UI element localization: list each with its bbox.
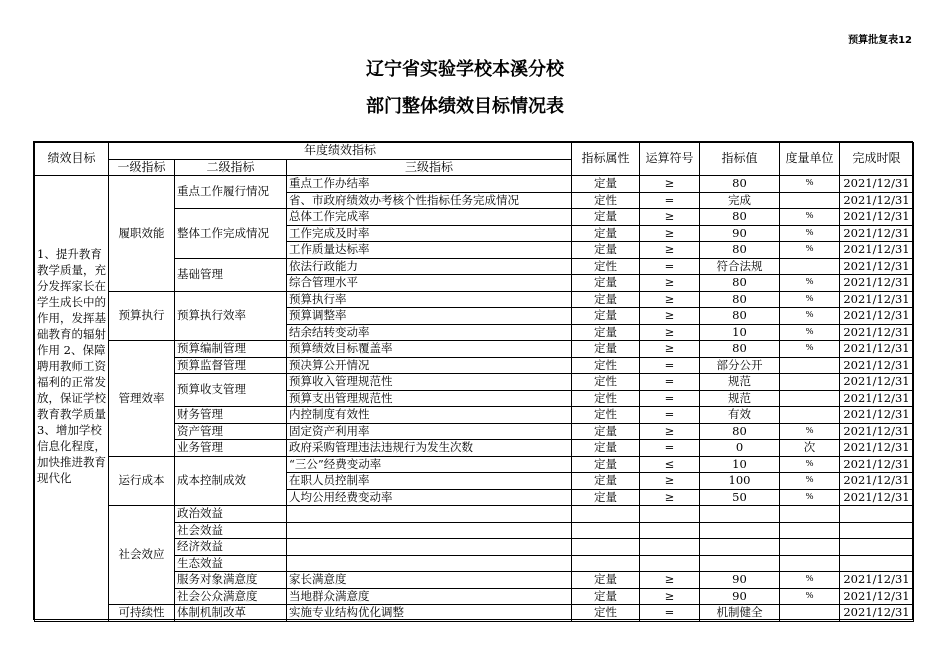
table-row: [35, 506, 914, 523]
value-cell: 80: [700, 275, 780, 292]
unit-cell: %: [780, 242, 840, 259]
deadline-cell: 2021/12/31: [840, 209, 914, 226]
attribute-cell: 定量: [572, 209, 640, 226]
operator-cell: ≥: [640, 209, 700, 226]
deadline-cell: 2021/12/31: [840, 489, 914, 506]
unit-cell: [780, 522, 840, 539]
attribute-cell: 定性: [572, 390, 640, 407]
attribute-cell: 定性: [572, 605, 640, 622]
table-row: [35, 176, 914, 193]
header-row-1: [35, 143, 914, 160]
unit-cell: [780, 357, 840, 374]
header-annual-indicators: 年度绩效指标: [109, 143, 572, 160]
operator-cell: ≥: [640, 489, 700, 506]
deadline-cell: 2021/12/31: [840, 242, 914, 259]
deadline-cell: [840, 555, 914, 572]
value-cell: 80: [700, 341, 780, 358]
table-row: [35, 341, 914, 358]
operator-cell: ≥: [640, 341, 700, 358]
deadline-cell: 2021/12/31: [840, 176, 914, 193]
level1-cell: 履职效能: [109, 176, 175, 292]
operator-cell: =: [640, 357, 700, 374]
level2-cell: 重点工作履行情况: [175, 176, 287, 209]
attribute-cell: [572, 539, 640, 556]
value-cell: 符合法规: [700, 258, 780, 275]
header-operator: 运算符号: [640, 143, 700, 176]
level2-cell: 政治效益: [175, 506, 287, 523]
level3-cell: 当地群众满意度: [287, 588, 572, 605]
attribute-cell: 定量: [572, 341, 640, 358]
deadline-cell: 2021/12/31: [840, 192, 914, 209]
deadline-cell: 2021/12/31: [840, 357, 914, 374]
level3-cell: [287, 522, 572, 539]
level2-cell: 服务对象满意度: [175, 572, 287, 589]
table-body: [35, 176, 914, 622]
operator-cell: =: [640, 440, 700, 457]
attribute-cell: 定量: [572, 423, 640, 440]
header-value: 指标值: [700, 143, 780, 176]
level2-cell: 经济效益: [175, 539, 287, 556]
value-cell: 50: [700, 489, 780, 506]
operator-cell: ≥: [640, 588, 700, 605]
attribute-cell: 定性: [572, 374, 640, 391]
operator-cell: ≥: [640, 308, 700, 325]
operator-cell: ≤: [640, 456, 700, 473]
deadline-cell: 2021/12/31: [840, 225, 914, 242]
level2-cell: 整体工作完成情况: [175, 209, 287, 259]
unit-cell: %: [780, 423, 840, 440]
value-cell: 90: [700, 572, 780, 589]
table-row: [35, 605, 914, 622]
level1-cell: 运行成本: [109, 456, 175, 506]
level1-cell: 社会效应: [109, 506, 175, 605]
level3-cell: 工作质量达标率: [287, 242, 572, 259]
level3-cell: 预算收入管理规范性: [287, 374, 572, 391]
level3-cell: [287, 539, 572, 556]
level2-cell: 体制机制改革: [175, 605, 287, 622]
unit-cell: [780, 506, 840, 523]
level3-cell: 预算绩效目标覆盖率: [287, 341, 572, 358]
unit-cell: [780, 258, 840, 275]
level3-cell: 结余结转变动率: [287, 324, 572, 341]
header-level2: 二级指标: [175, 159, 287, 176]
operator-cell: =: [640, 390, 700, 407]
level2-cell: 预算执行效率: [175, 291, 287, 341]
header-deadline: 完成时限: [840, 143, 914, 176]
unit-cell: %: [780, 341, 840, 358]
level3-cell: 固定资产利用率: [287, 423, 572, 440]
unit-cell: %: [780, 225, 840, 242]
level3-cell: 实施专业结构优化调整: [287, 605, 572, 622]
unit-cell: %: [780, 473, 840, 490]
deadline-cell: 2021/12/31: [840, 456, 914, 473]
unit-cell: [780, 539, 840, 556]
level3-cell: 预算调整率: [287, 308, 572, 325]
value-cell: [700, 522, 780, 539]
value-cell: 80: [700, 423, 780, 440]
attribute-cell: 定量: [572, 456, 640, 473]
value-cell: 部分公开: [700, 357, 780, 374]
level3-cell: 总体工作完成率: [287, 209, 572, 226]
operator-cell: [640, 522, 700, 539]
level3-cell: 预算支出管理规范性: [287, 390, 572, 407]
attribute-cell: 定性: [572, 192, 640, 209]
value-cell: [700, 506, 780, 523]
unit-cell: %: [780, 176, 840, 193]
operator-cell: =: [640, 407, 700, 424]
level2-cell: 生态效益: [175, 555, 287, 572]
level3-cell: 工作完成及时率: [287, 225, 572, 242]
operator-cell: ≥: [640, 275, 700, 292]
level2-cell: 资产管理: [175, 423, 287, 440]
level2-cell: 业务管理: [175, 440, 287, 457]
level3-cell: [287, 506, 572, 523]
unit-cell: 次: [780, 440, 840, 457]
deadline-cell: 2021/12/31: [840, 341, 914, 358]
deadline-cell: 2021/12/31: [840, 473, 914, 490]
unit-cell: [780, 374, 840, 391]
level3-cell: 综合管理水平: [287, 275, 572, 292]
unit-cell: [780, 605, 840, 622]
value-cell: 90: [700, 225, 780, 242]
value-cell: 80: [700, 291, 780, 308]
value-cell: [700, 539, 780, 556]
attribute-cell: 定量: [572, 225, 640, 242]
attribute-cell: 定性: [572, 357, 640, 374]
level3-cell: 预决算公开情况: [287, 357, 572, 374]
operator-cell: =: [640, 258, 700, 275]
performance-table: [34, 142, 914, 622]
operator-cell: ≥: [640, 242, 700, 259]
operator-cell: =: [640, 605, 700, 622]
deadline-cell: 2021/12/31: [840, 291, 914, 308]
value-cell: 规范: [700, 390, 780, 407]
unit-cell: %: [780, 209, 840, 226]
level2-cell: 社会效益: [175, 522, 287, 539]
attribute-cell: [572, 522, 640, 539]
attribute-cell: 定量: [572, 440, 640, 457]
value-cell: 0: [700, 440, 780, 457]
deadline-cell: 2021/12/31: [840, 258, 914, 275]
level3-cell: 省、市政府绩效办考核个性指标任务完成情况: [287, 192, 572, 209]
unit-cell: %: [780, 588, 840, 605]
level3-cell: 内控制度有效性: [287, 407, 572, 424]
level3-cell: 预算执行率: [287, 291, 572, 308]
value-cell: 有效: [700, 407, 780, 424]
operator-cell: [640, 506, 700, 523]
attribute-cell: [572, 555, 640, 572]
level1-cell: 管理效率: [109, 341, 175, 457]
operator-cell: ≥: [640, 423, 700, 440]
header-unit: 度量单位: [780, 143, 840, 176]
attribute-cell: 定量: [572, 588, 640, 605]
unit-cell: [780, 192, 840, 209]
level3-cell: [287, 555, 572, 572]
level2-cell: 财务管理: [175, 407, 287, 424]
value-cell: 100: [700, 473, 780, 490]
unit-cell: %: [780, 572, 840, 589]
operator-cell: ≥: [640, 291, 700, 308]
unit-cell: %: [780, 291, 840, 308]
attribute-cell: 定量: [572, 275, 640, 292]
attribute-cell: 定量: [572, 176, 640, 193]
table-row: [35, 456, 914, 473]
attribute-cell: 定量: [572, 242, 640, 259]
value-cell: 80: [700, 176, 780, 193]
level2-cell: 预算收支管理: [175, 374, 287, 407]
header-attribute: 指标属性: [572, 143, 640, 176]
deadline-cell: 2021/12/31: [840, 275, 914, 292]
deadline-cell: 2021/12/31: [840, 440, 914, 457]
attribute-cell: [572, 506, 640, 523]
operator-cell: ≥: [640, 572, 700, 589]
goal-text: 1、提升教育教学质量，充分发挥家长在学生成长中的作用，发挥基础教育的辐射作用 2、保障聘用教师工资福利的正常发放，保证学校教育教学质量 3、增加学校信息化程度，加快推进教育现代化: [35, 176, 109, 622]
operator-cell: [640, 539, 700, 556]
value-cell: 80: [700, 308, 780, 325]
deadline-cell: 2021/12/31: [840, 423, 914, 440]
operator-cell: ≥: [640, 176, 700, 193]
level3-cell: 依法行政能力: [287, 258, 572, 275]
attribute-cell: 定量: [572, 308, 640, 325]
unit-cell: %: [780, 456, 840, 473]
operator-cell: ≥: [640, 225, 700, 242]
table-row: [35, 291, 914, 308]
deadline-cell: 2021/12/31: [840, 308, 914, 325]
unit-cell: [780, 407, 840, 424]
deadline-cell: 2021/12/31: [840, 374, 914, 391]
page-title: 辽宁省实验学校本溪分校: [366, 59, 564, 80]
deadline-cell: [840, 506, 914, 523]
deadline-cell: 2021/12/31: [840, 390, 914, 407]
attribute-cell: 定量: [572, 489, 640, 506]
level3-cell: 政府采购管理违法违规行为发生次数: [287, 440, 572, 457]
form-reference: 预算批复表12: [848, 35, 912, 46]
value-cell: 80: [700, 242, 780, 259]
value-cell: [700, 555, 780, 572]
value-cell: 规范: [700, 374, 780, 391]
value-cell: 完成: [700, 192, 780, 209]
unit-cell: [780, 390, 840, 407]
level2-cell: 基础管理: [175, 258, 287, 291]
unit-cell: %: [780, 324, 840, 341]
level2-cell: 社会公众满意度: [175, 588, 287, 605]
deadline-cell: 2021/12/31: [840, 324, 914, 341]
header-goal: 绩效目标: [35, 143, 109, 176]
level3-cell: 重点工作办结率: [287, 176, 572, 193]
level1-cell: 预算执行: [109, 291, 175, 341]
deadline-cell: 2021/12/31: [840, 605, 914, 622]
attribute-cell: 定量: [572, 473, 640, 490]
operator-cell: [640, 555, 700, 572]
attribute-cell: 定量: [572, 291, 640, 308]
level1-cell: 可持续性: [109, 605, 175, 622]
level3-cell: 在职人员控制率: [287, 473, 572, 490]
unit-cell: %: [780, 489, 840, 506]
attribute-cell: 定量: [572, 572, 640, 589]
value-cell: 10: [700, 324, 780, 341]
unit-cell: [780, 555, 840, 572]
level3-cell: “三公”经费变动率: [287, 456, 572, 473]
value-cell: 80: [700, 209, 780, 226]
value-cell: 90: [700, 588, 780, 605]
attribute-cell: 定性: [572, 407, 640, 424]
page-subtitle: 部门整体绩效目标情况表: [366, 96, 564, 117]
header-level3: 三级指标: [287, 159, 572, 176]
level2-cell: 预算编制管理: [175, 341, 287, 358]
operator-cell: =: [640, 192, 700, 209]
deadline-cell: 2021/12/31: [840, 588, 914, 605]
level2-cell: 成本控制成效: [175, 456, 287, 506]
value-cell: 10: [700, 456, 780, 473]
level2-cell: 预算监督管理: [175, 357, 287, 374]
deadline-cell: [840, 522, 914, 539]
operator-cell: ≥: [640, 324, 700, 341]
level3-cell: 人均公用经费变动率: [287, 489, 572, 506]
attribute-cell: 定量: [572, 324, 640, 341]
header-level1: 一级指标: [109, 159, 175, 176]
operator-cell: ≥: [640, 473, 700, 490]
level3-cell: 家长满意度: [287, 572, 572, 589]
attribute-cell: 定性: [572, 258, 640, 275]
unit-cell: %: [780, 275, 840, 292]
deadline-cell: 2021/12/31: [840, 572, 914, 589]
value-cell: 机制健全: [700, 605, 780, 622]
operator-cell: =: [640, 374, 700, 391]
deadline-cell: 2021/12/31: [840, 407, 914, 424]
deadline-cell: [840, 539, 914, 556]
unit-cell: %: [780, 308, 840, 325]
